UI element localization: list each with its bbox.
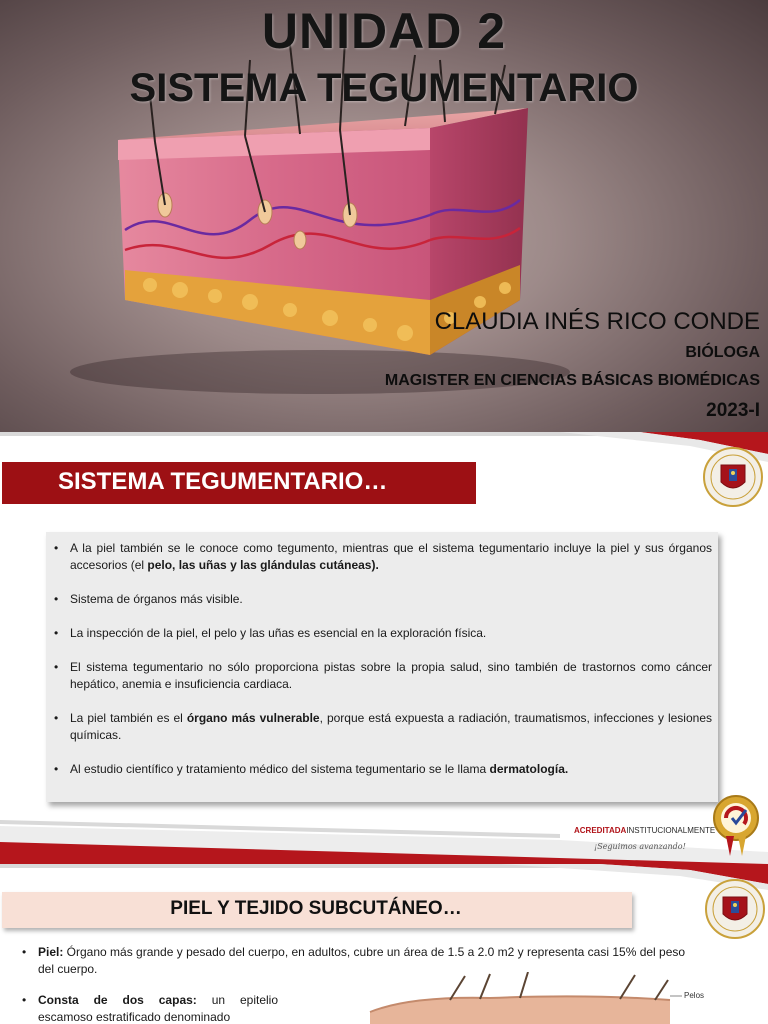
author-degree: MAGISTER EN CIENCIAS BÁSICAS BIOMÉDICAS — [384, 372, 760, 389]
author-name: CLAUDIA INÉS RICO CONDE — [434, 308, 760, 335]
figure-label: Pelos — [684, 991, 705, 1000]
list-item: • La inspección de la piel, el pelo y las uñas es esencial en la exploración física. — [54, 625, 712, 642]
slide-title: SISTEMA TEGUMENTARIO… — [58, 468, 388, 495]
unit-title: UNIDAD 2 — [261, 3, 507, 59]
list-item: • Al estudio científico y tratamiento médico del sistema tegumentario se le llama dermatología. — [54, 761, 712, 778]
decorative-top-band — [0, 864, 768, 894]
university-seal-icon — [702, 446, 764, 508]
accreditation-slogan: ¡Seguimos avanzando! — [594, 842, 686, 851]
slide-title: PIEL Y TEJIDO SUBCUTÁNEO… — [170, 898, 462, 919]
accreditation-badge-icon — [708, 792, 764, 858]
accreditation-text: ACREDITADAINSTITUCIONALMENTE — [574, 826, 716, 835]
decorative-bottom-band — [0, 812, 768, 864]
slide-piel-tejido-subcutaneo — [0, 864, 768, 1024]
list-item: • El sistema tegumentario no sólo proporciona pistas sobre la propia salud, sino también de trastornos como cáncer hepático, anemia e insuficiencia cardiaca. — [54, 659, 712, 693]
skin-cross-section-illustration — [0, 0, 768, 432]
slide-sistema-tegumentario — [0, 432, 768, 864]
list-item: • La piel también es el órgano más vulnerable, porque está expuesta a radiación, traumatismos, infecciones y lesiones químicas. — [54, 710, 712, 744]
list-item: • A la piel también se le conoce como tegumento, mientras que el sistema tegumentario incluye la piel y sus órganos accesorios (el pelo, las uñas y las glándulas cutáneas). — [54, 540, 712, 574]
academic-term: 2023-I — [706, 400, 760, 421]
presentation-title: SISTEMA TEGUMENTARIO — [129, 66, 639, 110]
title-slide — [0, 0, 768, 432]
bullet-list — [54, 540, 712, 795]
list-item: • Sistema de órganos más visible. — [54, 591, 712, 608]
list-item: • Consta de dos capas: un epitelio escamoso estratificado denominado — [22, 992, 278, 1024]
content-panel — [46, 532, 718, 802]
university-seal-icon — [704, 878, 766, 940]
list-item: • Piel: Órgano más grande y pesado del cuerpo, en adultos, cubre un área de 1.5 a 2.0 m2 y representa casi 15% del peso del cuerpo. — [22, 944, 686, 978]
author-profession: BIÓLOGA — [685, 344, 760, 361]
